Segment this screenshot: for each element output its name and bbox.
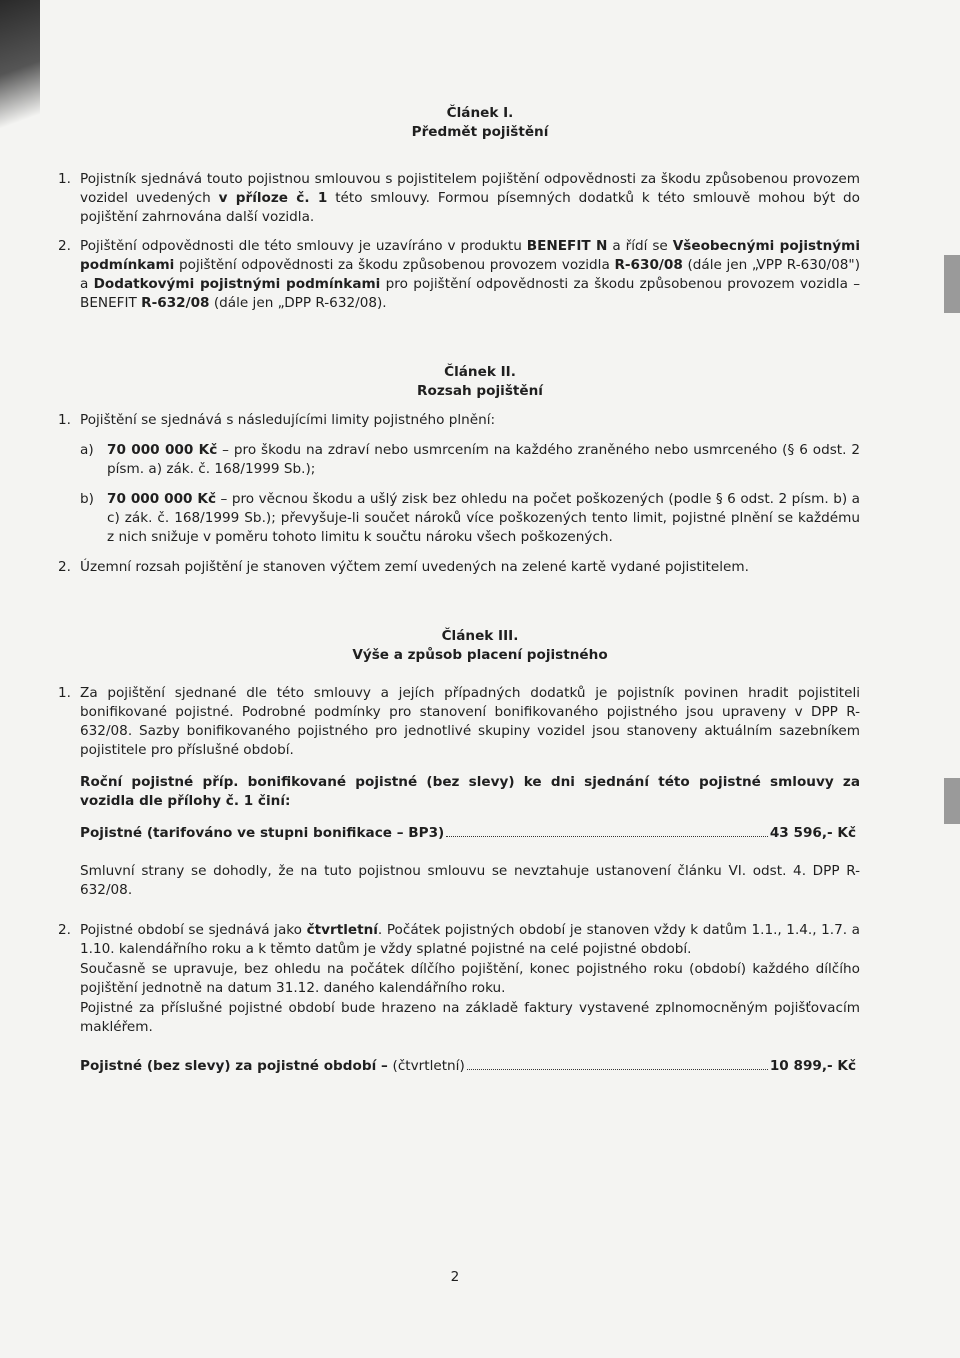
paragraph: Současně se upravuje, bez ohledu na počátek dílčího pojištění, konec pojistného roku (období) každého dílčího pojištění jednotně na datum 31.12. daného kalendářního roku. [80,961,860,996]
paragraph: Územní rozsah pojištění je stanoven výčtem zemí uvedených na zelené kartě vydané pojistitelem. [80,559,749,575]
article-subtitle: Rozsah pojištění [417,383,543,399]
paragraph: Pojistník sjednává touto pojistnou smlouvou s pojistitelem pojištění odpovědnosti za škodu způsobenou provozem vozidel uvedených v příloze č. 1 této smlouvy. Formou písemných dodatků k této smlouvě mohou být do pojištění zahrnována další vozidla. [80,171,861,225]
list-label: a) [80,442,94,458]
paragraph: Za pojištění sjednané dle této smlouvy a jejích případných dodatků je pojistník povinen hradit pojistiteli bonifikované pojistné. Podrobné podmínky pro stanovení bonifikovaného pojistného jsou upraveny v DPP R-632/08. Sazby bonifikovaného pojistného pro jednotlivé skupiny vozidel jsou stanoveny aktuálním sazebníkem pojistitele pro příslušné období. [80,685,860,758]
paragraph: Pojištění odpovědnosti dle této smlouvy je uzavíráno v produktu BENEFIT N a řídí se Všeobecnými pojistnými podmínkami pojištění odpovědnosti za škodu způsobenou provozem vozidla R-630/08 (dále jen „VPP R-630/08") a Dodatkovými pojistnými podmínkami pro pojištění odpovědnosti za škodu způsobenou provozem vozidla – BENEFIT R-632/08 (dále jen „DPP R-632/08). [80,238,860,311]
article-1-heading [0,104,960,142]
article-title: Článek III. [441,628,519,644]
paragraph: Pojistné za příslušné pojistné období bude hrazeno na základě faktury vystavené zplnomocněným pojišťovacím makléřem. [80,1000,860,1035]
article-2-heading [0,363,960,401]
paragraph-number: 2. [58,922,71,938]
paragraph-number: 1. [58,685,71,701]
period-premium-value: 10 899,- Kč [769,1058,856,1074]
paragraph: Pojištění se sjednává s následujícími limity pojistného plnění: [80,412,496,428]
paragraph-number: 2. [58,559,71,575]
annual-premium-heading: Roční pojistné příp. bonifikované pojistné (bez slevy) ke dni sjednání této pojistné smlouvy za vozidla dle přílohy č. 1 činí: [80,774,860,809]
dot-leader [467,1069,768,1070]
paragraph-number: 2. [58,238,71,254]
premium-row [80,824,856,843]
paragraph: Pojistné období se sjednává jako čtvrtletní. Počátek pojistných období je stanoven vždy k datům 1.1., 1.4., 1.7. a 1.10. kalendářního roku a k těmto datům je vždy splatné pojistné na celé pojistné období. [80,922,860,957]
article-subtitle: Výše a způsob placení pojistného [352,647,608,663]
period-premium-label: Pojistné (bez slevy) za pojistné období – (čtvrtletní) [80,1058,465,1074]
premium-value: 43 596,- Kč [769,825,856,841]
scan-edge-mark [944,778,960,824]
premium-label: Pojistné (tarifováno ve stupni bonifikace – BP3) [80,825,445,841]
limit-item: 70 000 000 Kč – pro škodu na zdraví nebo usmrcením na každého zraněného nebo usmrceného (§ 6 odst. 2 písm. a) zák. č. 168/1999 Sb.); [107,442,861,477]
article-subtitle: Předmět pojištění [411,124,549,140]
page-number: 2 [450,1269,460,1285]
list-label: b) [80,491,94,507]
paragraph-number: 1. [58,412,71,428]
article-3-heading [0,627,960,665]
article-title: Článek II. [444,364,516,380]
period-premium-row [80,1057,856,1076]
scan-edge-mark [944,255,960,313]
article-title: Článek I. [446,105,514,121]
paragraph-number: 1. [58,171,71,187]
limit-item: 70 000 000 Kč – pro věcnou škodu a ušlý zisk bez ohledu na počet poškozených (podle § 6 odst. 2 písm. b) a c) zák. č. 168/1999 Sb.); převyšuje-li součet nároků více poškozených tento limit, pojistné plnění se každému z nich snižuje v poměru tohoto limitu k součtu nároku všech poškozených. [107,491,860,545]
dot-leader [446,836,768,837]
paragraph: Smluvní strany se dohodly, že na tuto pojistnou smlouvu se nevztahuje ustanovení článku VI. odst. 4. DPP R-632/08. [80,863,860,898]
scan-corner-shadow [0,0,40,200]
